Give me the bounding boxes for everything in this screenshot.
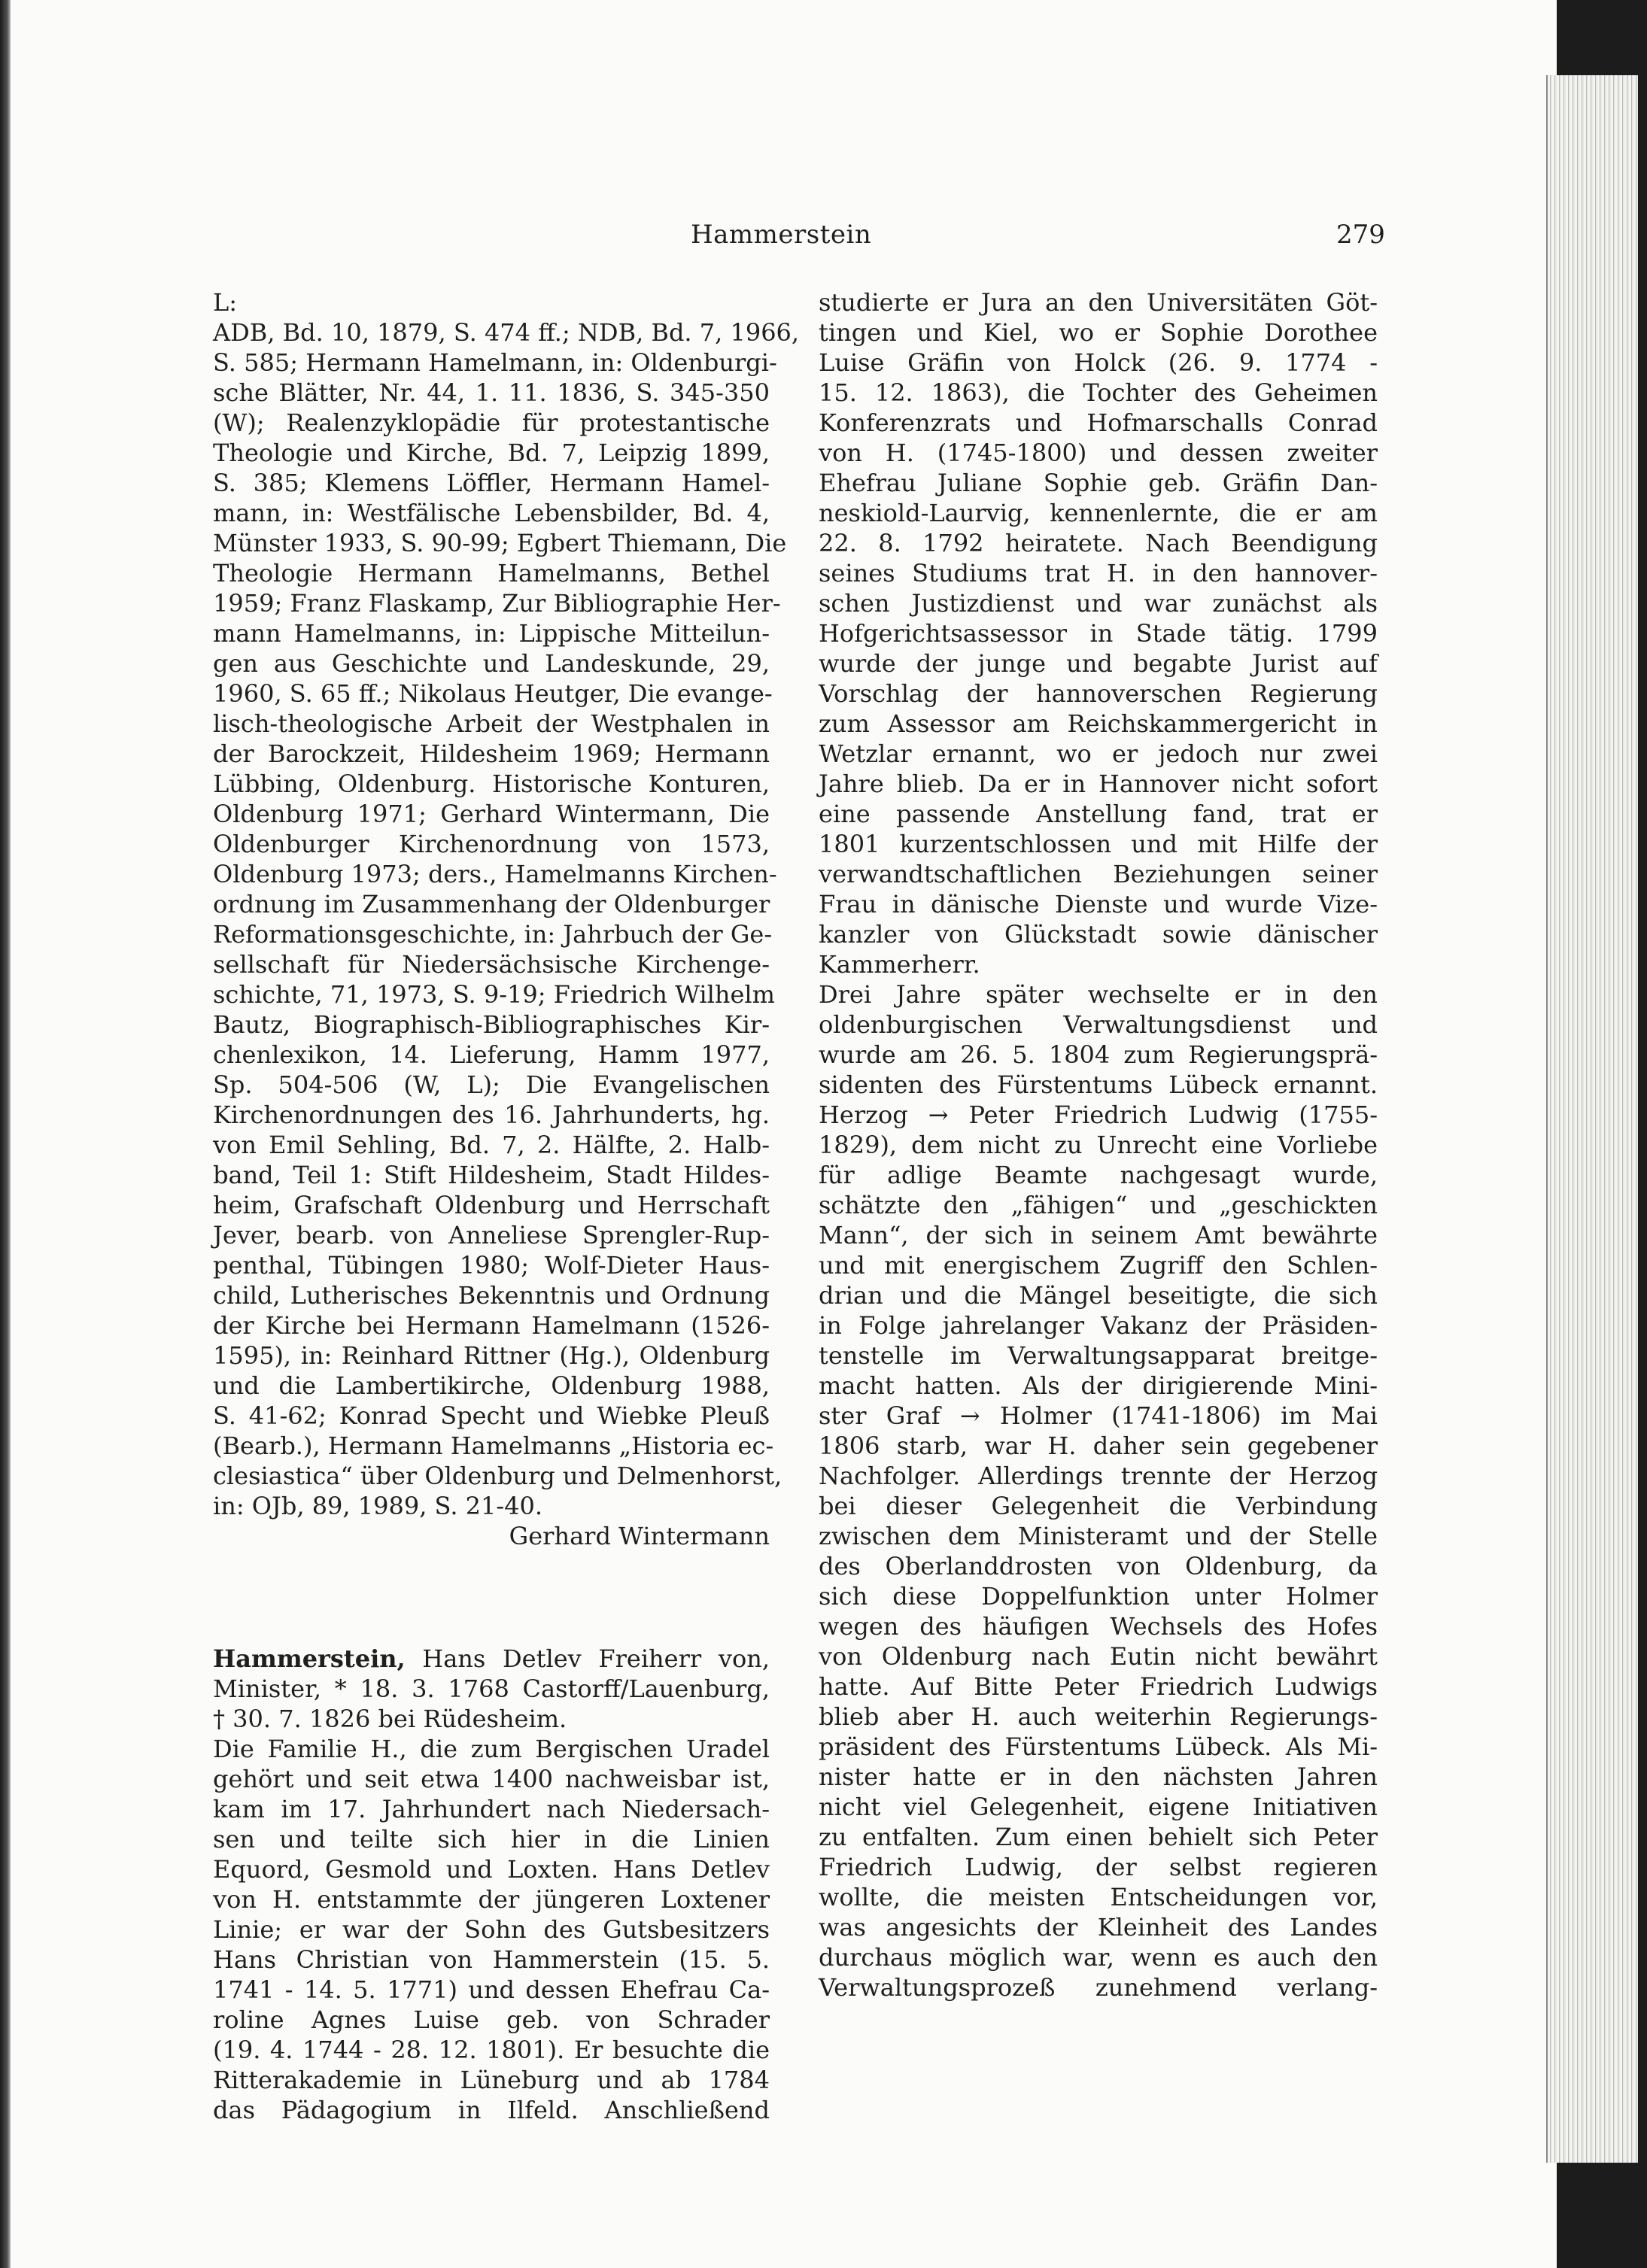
text-line: Minister, * 18. 3. 1768 Castorff/Lauenburg,: [213, 1674, 770, 1703]
text-line: nister hatte er in den nächsten Jahren: [819, 1762, 1378, 1791]
text-line: 1741 - 14. 5. 1771) und dessen Ehefrau Ca-: [213, 1975, 770, 2004]
text-line: Ehefrau Juliane Sophie geb. Gräfin Dan-: [819, 469, 1378, 497]
text-line: Hofgerichtsassessor in Stade tätig. 1799: [819, 619, 1378, 648]
text-line: schätzte den „fähigen“ und „geschickten: [819, 1191, 1378, 1219]
text-line: Herzog → Peter Friedrich Ludwig (1755-: [819, 1101, 1378, 1129]
text-line: gehört und seit etwa 1400 nachweisbar ist,: [213, 1765, 770, 1793]
left-column: [213, 287, 800, 2125]
text-line: Verwaltungsprozeß zunehmend verlang-: [819, 1973, 1378, 2002]
text-line: roline Agnes Luise geb. von Schrader: [213, 2005, 770, 2034]
text-line: Bautz, Biographisch-Bibliographisches Kir-: [213, 1010, 770, 1039]
text-line: Hans Christian von Hammerstein (15. 5.: [213, 1945, 770, 1974]
page-number: 279: [1336, 220, 1385, 250]
text-line: tenstelle im Verwaltungsapparat breitge-: [819, 1341, 1378, 1370]
text-line: Wetzlar ernannt, wo er jedoch nur zwei: [819, 739, 1378, 768]
text-line: nicht viel Gelegenheit, eigene Initiativen: [819, 1793, 1378, 1821]
text-line: zum Assessor am Reichskammergericht in: [819, 709, 1378, 738]
text-line: Münster 1933, S. 90-99; Egbert Thiemann, Die: [213, 529, 787, 557]
text-line: wegen des häufigen Wechsels des Hofes: [819, 1612, 1378, 1641]
entry-headword: Hammerstein,: [213, 1644, 406, 1673]
text-line: schichte, 71, 1973, S. 9-19; Friedrich Wilhelm: [213, 980, 775, 1009]
text-line: in: OJb, 89, 1989, S. 21-40.: [213, 1492, 543, 1520]
text-line: chenlexikon, 14. Lieferung, Hamm 1977,: [213, 1040, 770, 1069]
text-line: Theologie Hermann Hamelmanns, Bethel: [213, 559, 770, 587]
text-line: Drei Jahre später wechselte er in den: [819, 980, 1378, 1009]
text-line: kanzler von Glückstadt sowie dänischer: [819, 920, 1378, 949]
text-line: 1959; Franz Flaskamp, Zur Bibliographie Her-: [213, 589, 781, 618]
text-line: L:: [213, 288, 238, 317]
text-line: S. 585; Hermann Hamelmann, in: Oldenburgi-: [213, 348, 777, 377]
text-line: 1829), dem nicht zu Unrecht eine Vorliebe: [819, 1131, 1378, 1159]
text-line: Vorschlag der hannoverschen Regierung: [819, 679, 1378, 708]
text-line: Jahre blieb. Da er in Hannover nicht sofort: [819, 770, 1378, 798]
text-line: eine passende Anstellung fand, trat er: [819, 800, 1378, 828]
text-line: kam im 17. Jahrhundert nach Niedersach-: [213, 1795, 770, 1823]
text-line: (Bearb.), Hermann Hamelmanns „Historia ec-: [213, 1432, 774, 1460]
entry-heading-rest: Hans Detlev Freiherr von,: [405, 1644, 770, 1673]
text-line: Reformationsgeschichte, in: Jahrbuch der Ge-: [213, 920, 773, 949]
text-line: oldenburgischen Verwaltungsdienst und: [819, 1010, 1378, 1039]
text-line: von Oldenburg nach Eutin nicht bewährt: [819, 1642, 1378, 1671]
text-line: 1801 kurzentschlossen und mit Hilfe der: [819, 830, 1378, 858]
text-line: schen Justizdienst und war zunächst als: [819, 589, 1378, 618]
text-line: Nachfolger. Allerdings trennte der Herzog: [819, 1462, 1378, 1490]
right-column: [819, 287, 1378, 2002]
text-line: band, Teil 1: Stift Hildesheim, Stadt Hildes-: [213, 1161, 770, 1189]
text-line: 1595), in: Reinhard Rittner (Hg.), Oldenburg: [213, 1341, 770, 1370]
entry-text: [213, 1674, 770, 2125]
text-line: Oldenburg 1971; Gerhard Wintermann, Die: [213, 800, 770, 828]
text-line: wurde der junge und begabte Jurist auf: [819, 649, 1378, 678]
text-line: mann Hamelmanns, in: Lippische Mitteilun-: [213, 619, 770, 648]
text-line: 1960, S. 65 ff.; Nikolaus Heutger, Die evange-: [213, 679, 773, 708]
text-line: Ritterakademie in Lüneburg und ab 1784: [213, 2066, 770, 2094]
text-line: Theologie und Kirche, Bd. 7, Leipzig 1899,: [213, 439, 770, 467]
text-line: zu entfalten. Zum einen behielt sich Peter: [819, 1823, 1378, 1851]
text-line: Kammerherr.: [819, 950, 980, 979]
text-line: wollte, die meisten Entscheidungen vor,: [819, 1883, 1378, 1911]
text-line: sidenten des Fürstentums Lübeck ernannt.: [819, 1070, 1378, 1099]
text-line: durchaus möglich war, wenn es auch den: [819, 1943, 1378, 1972]
book-gutter: [0, 0, 11, 2268]
text-line: das Pädagogium in Ilfeld. Anschließend: [213, 2096, 770, 2124]
bibliography: [213, 287, 800, 1521]
text-line: der Barockzeit, Hildesheim 1969; Hermann: [213, 739, 770, 768]
text-line: wurde am 26. 5. 1804 zum Regierungsprä-: [819, 1040, 1378, 1069]
text-line: (19. 4. 1744 - 28. 12. 1801). Er besuchte die: [213, 2036, 770, 2064]
text-line: blieb aber H. auch weiterhin Regierungs-: [819, 1702, 1378, 1731]
text-line: † 30. 7. 1826 bei Rüdesheim.: [213, 1705, 567, 1733]
text-line: mann, in: Westfälische Lebensbilder, Bd. 4,: [213, 499, 770, 527]
text-line: Jever, bearb. von Anneliese Sprengler-Rup-: [213, 1221, 770, 1249]
text-line: neskiold-Laurvig, kennenlernte, die er am: [819, 499, 1378, 527]
text-line: Kirchenordnungen des 16. Jahrhunderts, hg.: [213, 1101, 770, 1129]
text-line: seines Studiums trat H. in den hannover-: [819, 559, 1378, 587]
text-line: sellschaft für Niedersächsische Kirchenge-: [213, 950, 770, 979]
article-author: Gerhard Wintermann: [509, 1522, 770, 1550]
entry-separator: [213, 1551, 770, 1644]
text-line: 22. 8. 1792 heiratete. Nach Beendigung: [819, 529, 1378, 557]
text-line: von H. (1745-1800) und dessen zweiter: [819, 439, 1378, 467]
text-line: Lübbing, Oldenburg. Historische Konturen,: [213, 770, 770, 798]
entry-heading: [213, 1644, 770, 1674]
text-line: penthal, Tübingen 1980; Wolf-Dieter Haus-: [213, 1251, 770, 1280]
page-edges: [1546, 75, 1638, 2163]
text-line: von H. entstammte der jüngeren Loxtener: [213, 1885, 770, 1914]
text-line: Linie; er war der Sohn des Gutsbesitzers: [213, 1915, 770, 1944]
text-line: macht hatten. Als der dirigierende Mini-: [819, 1371, 1378, 1400]
text-line: und mit energischem Zugriff den Schlen-: [819, 1251, 1378, 1280]
text-line: was angesichts der Kleinheit des Landes: [819, 1913, 1378, 1942]
text-line: sche Blätter, Nr. 44, 1. 11. 1836, S. 345-350: [213, 378, 770, 407]
text-line: hatte. Auf Bitte Peter Friedrich Ludwigs: [819, 1672, 1378, 1701]
running-header: [0, 220, 1647, 257]
text-line: 1806 starb, war H. daher sein gegebener: [819, 1432, 1378, 1460]
text-line: der Kirche bei Hermann Hamelmann (1526-: [213, 1311, 770, 1340]
text-line: Mann“, der sich in seinem Amt bewährte: [819, 1221, 1378, 1249]
text-line: ster Graf → Holmer (1741-1806) im Mai: [819, 1401, 1378, 1430]
text-line: studierte er Jura an den Universitäten Göt-: [819, 288, 1378, 317]
text-line: verwandtschaftlichen Beziehungen seiner: [819, 860, 1378, 888]
text-line: clesiastica“ über Oldenburg und Delmenhorst,: [213, 1462, 782, 1490]
text-line: child, Lutherisches Bekenntnis und Ordnung: [213, 1281, 770, 1310]
text-line: sen und teilte sich hier in die Linien: [213, 1825, 770, 1854]
text-line: (W); Realenzyklopädie für protestantische: [213, 408, 770, 437]
text-line: und die Lambertikirche, Oldenburg 1988,: [213, 1371, 770, 1400]
text-line: Friedrich Ludwig, der selbst regieren: [819, 1853, 1378, 1881]
text-line: von Emil Sehling, Bd. 7, 2. Hälfte, 2. Halb-: [213, 1131, 770, 1159]
text-line: S. 41-62; Konrad Specht und Wiebke Pleuß: [213, 1401, 770, 1430]
text-line: drian und die Mängel beseitigte, die sich: [819, 1281, 1378, 1310]
text-line: bei dieser Gelegenheit die Verbindung: [819, 1492, 1378, 1520]
text-line: sich diese Doppelfunktion unter Holmer: [819, 1582, 1378, 1611]
text-line: tingen und Kiel, wo er Sophie Dorothee: [819, 318, 1378, 347]
text-line: präsident des Fürstentums Lübeck. Als Mi-: [819, 1732, 1378, 1761]
text-line: für adlige Beamte nachgesagt wurde,: [819, 1161, 1378, 1189]
text-line: zwischen dem Ministeramt und der Stelle: [819, 1522, 1378, 1550]
text-line: gen aus Geschichte und Landeskunde, 29,: [213, 649, 770, 678]
text-line: Luise Gräfin von Holck (26. 9. 1774 -: [819, 348, 1378, 377]
text-line: Equord, Gesmold und Loxten. Hans Detlev: [213, 1855, 770, 1884]
text-line: lisch-theologische Arbeit der Westphalen in: [213, 709, 770, 738]
text-line: in Folge jahrelanger Vakanz der Präsiden-: [819, 1311, 1378, 1340]
text-line: Sp. 504-506 (W, L); Die Evangelischen: [213, 1070, 770, 1099]
text-line: Oldenburger Kirchenordnung von 1573,: [213, 830, 770, 858]
text-line: ADB, Bd. 10, 1879, S. 474 ff.; NDB, Bd. 7, 1966,: [213, 318, 800, 347]
text-line: heim, Grafschaft Oldenburg und Herrschaft: [213, 1191, 770, 1219]
text-line: Frau in dänische Dienste und wurde Vize-: [819, 890, 1378, 918]
text-line: ordnung im Zusammenhang der Oldenburger: [213, 890, 770, 918]
text-line: Konferenzrats und Hofmarschalls Conrad: [819, 408, 1378, 437]
running-title: Hammerstein: [691, 220, 872, 250]
text-line: Oldenburg 1973; ders., Hamelmanns Kirchen-: [213, 860, 777, 888]
right-column-text: [819, 287, 1378, 2002]
text-line: S. 385; Klemens Löffler, Hermann Hamel-: [213, 469, 770, 497]
text-line: Die Familie H., die zum Bergischen Uradel: [213, 1735, 770, 1763]
text-line: des Oberlanddrosten von Oldenburg, da: [819, 1552, 1378, 1580]
text-line: 15. 12. 1863), die Tochter des Geheimen: [819, 378, 1378, 407]
